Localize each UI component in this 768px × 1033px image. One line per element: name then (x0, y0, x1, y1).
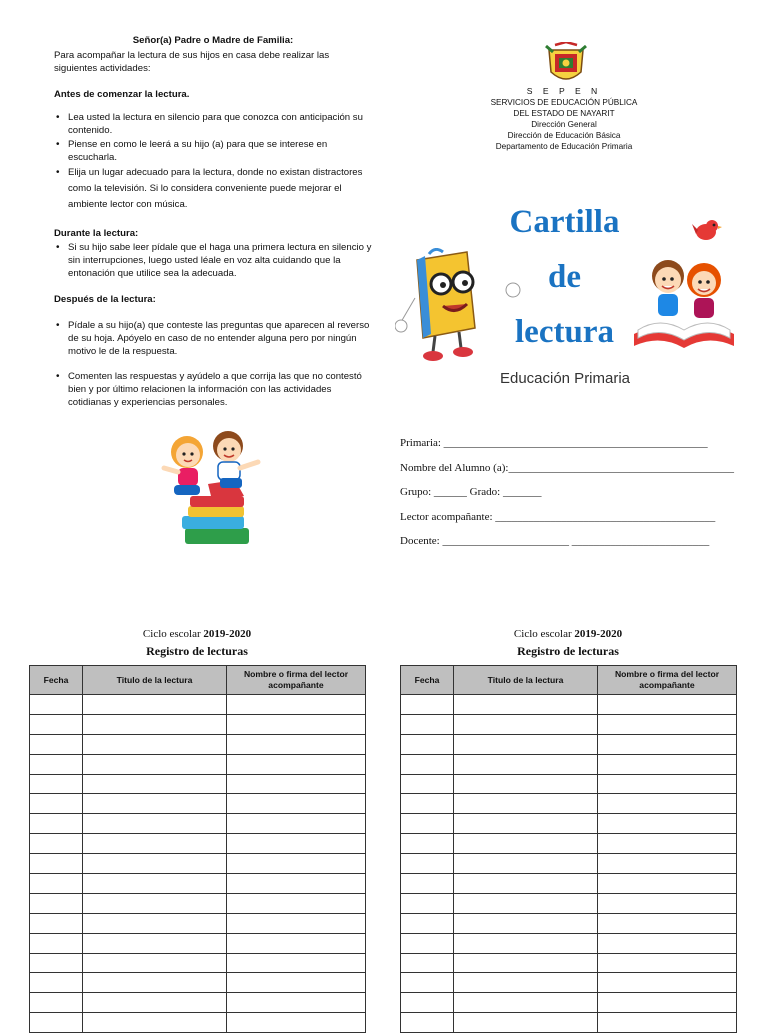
table-cell[interactable] (83, 854, 227, 874)
agency-line: Dirección de Educación Básica (507, 131, 621, 140)
list-item: • Pídale a su hijo(a) que conteste las preguntas que aparecen al reverso de su hoja. Apóyelo en caso de no entender alguna pero por ningún motivo le de la respuesta. (68, 319, 372, 358)
field-lector[interactable]: Lector acompañante: ________________________________________ (400, 510, 716, 523)
section-list-after (54, 319, 372, 409)
sepen-logo (543, 42, 589, 86)
table-row[interactable] (401, 933, 737, 953)
col-header-titulo: Titulo de la lectura (454, 666, 598, 695)
kids-reading-illustration (160, 422, 275, 552)
table-cell[interactable] (227, 1013, 366, 1033)
table-cell[interactable] (83, 893, 227, 913)
table-cell[interactable] (401, 734, 454, 754)
table-cell[interactable] (83, 993, 227, 1013)
table-row[interactable] (30, 933, 366, 953)
table-cell[interactable] (401, 913, 454, 933)
table-cell[interactable] (30, 893, 83, 913)
table-cell[interactable] (83, 695, 227, 715)
table-row[interactable] (401, 993, 737, 1013)
table-row[interactable] (30, 774, 366, 794)
table-cell[interactable] (30, 734, 83, 754)
table-row[interactable] (401, 854, 737, 874)
table-cell[interactable] (598, 973, 737, 993)
register-table (29, 665, 366, 1033)
table-cell[interactable] (454, 913, 598, 933)
table-cell[interactable] (227, 754, 366, 774)
table-cell[interactable] (598, 933, 737, 953)
table-cell[interactable] (598, 913, 737, 933)
cover-subtitle: Educación Primaria (499, 370, 631, 387)
table-row[interactable] (30, 834, 366, 854)
school-year: Ciclo escolar 2019-2020 (142, 628, 252, 640)
register-title: Registro de lecturas (146, 644, 248, 658)
table-row[interactable] (30, 893, 366, 913)
table-cell[interactable] (227, 933, 366, 953)
table-cell[interactable] (401, 933, 454, 953)
table-cell[interactable] (598, 754, 737, 774)
school-year: Ciclo escolar 2019-2020 (513, 628, 623, 640)
table-cell[interactable] (83, 933, 227, 953)
table-row[interactable] (30, 953, 366, 973)
table-row[interactable] (401, 814, 737, 834)
list-item: • Elija un lugar adecuado para la lectura, donde no existan distractores como la televisión. Si lo considera conveniente puede mejorar el ambiente lector con música. (68, 165, 372, 213)
agency-line: SERVICIOS DE EDUCACIÓN PÚBLICA (490, 98, 638, 107)
table-cell[interactable] (227, 734, 366, 754)
table-row[interactable] (30, 874, 366, 894)
table-row[interactable] (401, 893, 737, 913)
table-cell[interactable] (30, 913, 83, 933)
table-cell[interactable] (30, 774, 83, 794)
table-row[interactable] (401, 874, 737, 894)
register-table (400, 665, 737, 1033)
table-cell[interactable] (227, 834, 366, 854)
table-cell[interactable] (454, 754, 598, 774)
table-row[interactable] (401, 774, 737, 794)
list-item: • Comenten las respuestas y ayúdelo a que corrija las que no contestó bien y por último relacionen la información con las actividades cotidianas y experiencias personales. (68, 370, 372, 409)
table-cell[interactable] (83, 973, 227, 993)
agency-line: DEL ESTADO DE NAYARIT (513, 109, 615, 118)
table-row[interactable] (30, 714, 366, 734)
table-row[interactable] (401, 695, 737, 715)
table-cell[interactable] (30, 794, 83, 814)
table-cell[interactable] (83, 953, 227, 973)
table-cell[interactable] (30, 854, 83, 874)
table-cell[interactable] (598, 794, 737, 814)
table-cell[interactable] (30, 1013, 83, 1033)
col-header-fecha: Fecha (30, 666, 83, 695)
table-cell[interactable] (227, 893, 366, 913)
table-cell[interactable] (83, 754, 227, 774)
table-cell[interactable] (401, 953, 454, 973)
table-cell[interactable] (83, 814, 227, 834)
table-cell[interactable] (401, 695, 454, 715)
table-cell[interactable] (598, 695, 737, 715)
table-cell[interactable] (598, 774, 737, 794)
table-cell[interactable] (83, 1013, 227, 1033)
table-cell[interactable] (227, 953, 366, 973)
table-cell[interactable] (454, 774, 598, 794)
table-cell[interactable] (454, 834, 598, 854)
table-cell[interactable] (83, 794, 227, 814)
table-cell[interactable] (598, 993, 737, 1013)
table-cell[interactable] (227, 695, 366, 715)
table-row[interactable] (30, 814, 366, 834)
table-cell[interactable] (598, 1013, 737, 1033)
table-cell[interactable] (30, 714, 83, 734)
table-cell[interactable] (598, 893, 737, 913)
table-cell[interactable] (83, 834, 227, 854)
table-cell[interactable] (227, 714, 366, 734)
table-cell[interactable] (401, 993, 454, 1013)
col-header-titulo: Titulo de la lectura (83, 666, 227, 695)
table-cell[interactable] (227, 794, 366, 814)
kids-open-book-illustration (630, 250, 738, 354)
field-grupo-grado[interactable]: Grupo: ______ Grado: _______ (400, 486, 542, 498)
section-heading-before: Antes de comenzar la lectura. (54, 89, 190, 100)
table-cell[interactable] (83, 874, 227, 894)
table-cell[interactable] (30, 973, 83, 993)
field-alumno[interactable]: Nombre del Alumno (a):_________________________________________ (400, 461, 734, 474)
table-cell[interactable] (30, 933, 83, 953)
table-row[interactable] (401, 1013, 737, 1033)
section-list-during (54, 241, 372, 280)
table-row[interactable] (401, 953, 737, 973)
table-cell[interactable] (454, 993, 598, 1013)
table-cell[interactable] (454, 874, 598, 894)
cover-title-line: de (548, 259, 581, 295)
table-cell[interactable] (401, 714, 454, 734)
table-cell[interactable] (598, 814, 737, 834)
field-docente[interactable]: Docente: _______________________ _________________________ (400, 535, 710, 547)
table-row[interactable] (401, 794, 737, 814)
table-cell[interactable] (401, 754, 454, 774)
register-body[interactable] (401, 695, 737, 1033)
table-cell[interactable] (454, 854, 598, 874)
register-title: Registro de lecturas (517, 644, 619, 658)
table-cell[interactable] (598, 834, 737, 854)
reading-register-right (400, 628, 736, 1033)
col-header-firma: Nombre o firma del lector acompañante (598, 666, 737, 695)
table-row[interactable] (30, 913, 366, 933)
table-cell[interactable] (401, 834, 454, 854)
table-cell[interactable] (454, 1013, 598, 1033)
table-cell[interactable] (83, 774, 227, 794)
intro-text: Para acompañar la lectura de sus hijos en casa debe realizar las siguientes actividades: (54, 50, 330, 74)
agency-acronym: S E P E N (526, 86, 602, 96)
table-cell[interactable] (227, 993, 366, 1013)
table-cell[interactable] (598, 734, 737, 754)
table-cell[interactable] (454, 933, 598, 953)
register-body[interactable] (30, 695, 366, 1033)
agency-header (450, 86, 678, 152)
student-info-form (400, 437, 740, 560)
table-row[interactable] (401, 973, 737, 993)
table-row[interactable] (30, 1013, 366, 1033)
table-cell[interactable] (454, 893, 598, 913)
agency-line: Dirección General (531, 120, 597, 129)
table-row[interactable] (30, 794, 366, 814)
table-row[interactable] (30, 854, 366, 874)
table-cell[interactable] (83, 714, 227, 734)
table-cell[interactable] (30, 754, 83, 774)
table-cell[interactable] (454, 953, 598, 973)
table-row[interactable] (30, 754, 366, 774)
col-header-firma: Nombre o firma del lector acompañante (227, 666, 366, 695)
col-header-fecha: Fecha (401, 666, 454, 695)
table-cell[interactable] (401, 973, 454, 993)
table-cell[interactable] (401, 893, 454, 913)
table-cell[interactable] (598, 854, 737, 874)
table-cell[interactable] (598, 714, 737, 734)
table-row[interactable] (401, 734, 737, 754)
table-cell[interactable] (30, 874, 83, 894)
table-cell[interactable] (454, 714, 598, 734)
bird-illustration (690, 214, 722, 246)
table-cell[interactable] (401, 854, 454, 874)
table-cell[interactable] (401, 1013, 454, 1033)
table-row[interactable] (401, 754, 737, 774)
table-row[interactable] (30, 734, 366, 754)
agency-line: Departamento de Educación Primaria (495, 142, 633, 151)
table-row[interactable] (401, 913, 737, 933)
table-cell[interactable] (454, 794, 598, 814)
table-cell[interactable] (30, 814, 83, 834)
table-cell[interactable] (454, 814, 598, 834)
table-row[interactable] (30, 973, 366, 993)
table-cell[interactable] (401, 774, 454, 794)
list-item: • Piense en como le leerá a su hijo (a) para que se interese en escucharla. (68, 138, 372, 164)
table-cell[interactable] (454, 734, 598, 754)
table-row[interactable] (401, 714, 737, 734)
table-cell[interactable] (598, 874, 737, 894)
table-cell[interactable] (454, 695, 598, 715)
cover-title-line: lectura (515, 314, 614, 350)
table-cell[interactable] (598, 953, 737, 973)
greeting-heading: Señor(a) Padre o Madre de Familia: (132, 35, 294, 46)
section-list-before (54, 111, 372, 213)
section-heading-during: Durante la lectura: (54, 228, 139, 239)
field-primaria[interactable]: Primaria: ________________________________________________ (400, 437, 708, 449)
table-cell[interactable] (30, 953, 83, 973)
table-cell[interactable] (227, 774, 366, 794)
table-cell[interactable] (227, 913, 366, 933)
reading-register-left (29, 628, 365, 1033)
table-cell[interactable] (83, 734, 227, 754)
table-cell[interactable] (227, 854, 366, 874)
table-cell[interactable] (227, 814, 366, 834)
table-cell[interactable] (454, 973, 598, 993)
table-cell[interactable] (401, 814, 454, 834)
table-cell[interactable] (227, 973, 366, 993)
table-cell[interactable] (30, 993, 83, 1013)
table-row[interactable] (30, 993, 366, 1013)
table-cell[interactable] (83, 913, 227, 933)
table-row[interactable] (30, 695, 366, 715)
instructions-panel (54, 34, 372, 410)
table-row[interactable] (401, 834, 737, 854)
table-cell[interactable] (401, 874, 454, 894)
section-heading-after: Después de la lectura: (54, 294, 156, 305)
table-cell[interactable] (30, 834, 83, 854)
cover-title-line: Cartilla (509, 204, 620, 240)
table-cell[interactable] (227, 874, 366, 894)
table-cell[interactable] (401, 794, 454, 814)
book-mascot-illustration (395, 248, 530, 366)
list-item: • Lea usted la lectura en silencio para que conozca con anticipación su contenido. (68, 111, 372, 137)
list-item: • Si su hijo sabe leer pídale que el haga una primera lectura en silencio y sin interrupciones, luego usted léale en voz alta cuidando que la entonación que utilice sea la adecuada. (68, 241, 372, 280)
table-cell[interactable] (30, 695, 83, 715)
